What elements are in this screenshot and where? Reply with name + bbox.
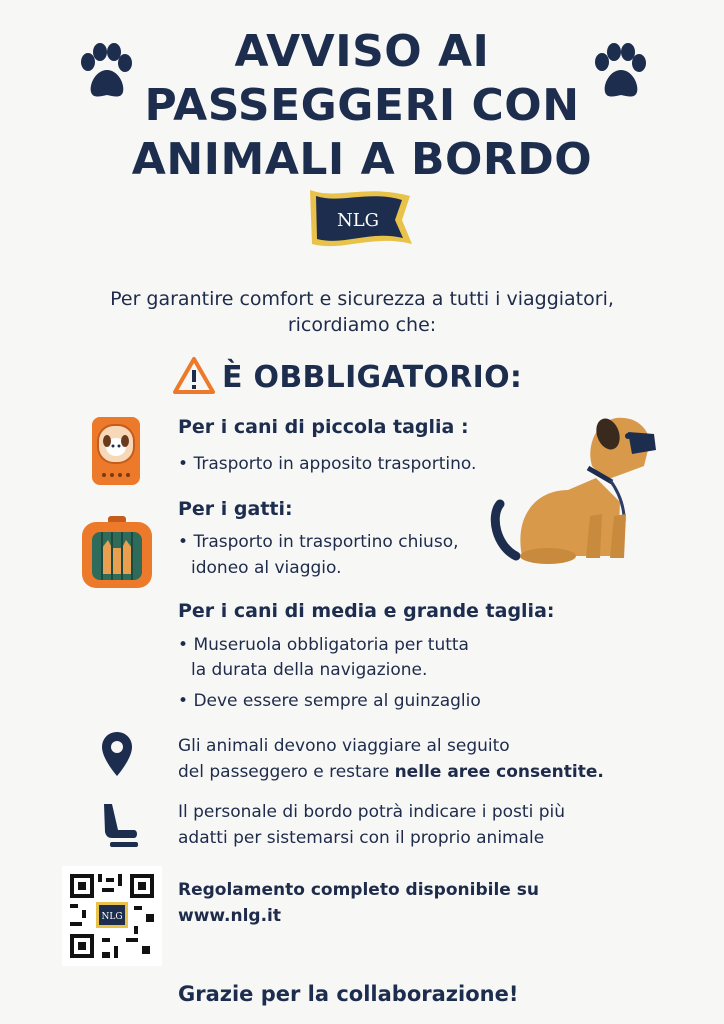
- info-text-line-1: Il personale di bordo potrà indicare i posti più: [178, 802, 565, 822]
- section-title-large-dogs: Per i cani di media e grande taglia:: [178, 600, 555, 622]
- qr-logo-text: NLG: [101, 912, 123, 922]
- bullet-item: • Deve essere sempre al guinzaglio: [178, 691, 481, 711]
- bullet-item: • Museruola obbligatoria per tutta: [178, 635, 469, 655]
- info-text-bold: nelle aree consentite.: [394, 762, 604, 782]
- section-title-small-dogs: Per i cani di piccola taglia :: [178, 416, 469, 438]
- intro-line-1: Per garantire comfort e sicurezza a tutti i viaggiatori,: [110, 288, 614, 310]
- bullet-text: Trasporto in trasportino chiuso,: [193, 532, 459, 552]
- nlg-flag-logo: [306, 186, 418, 258]
- logo-text: NLG: [336, 210, 380, 231]
- page-title-line-2: PASSEGGERI CON: [144, 80, 580, 131]
- seat-icon: [96, 800, 142, 852]
- qr-code-graphic: [62, 866, 162, 966]
- info-text-line-1: Gli animali devono viaggiare al seguito: [178, 736, 510, 756]
- qr-code[interactable]: [62, 866, 162, 966]
- info-text-plain: del passeggero e restare: [178, 762, 395, 782]
- warning-icon: [172, 356, 216, 396]
- thanks-message: Grazie per la collaborazione!: [178, 982, 519, 1006]
- bullet-continuation: la durata della navigazione.: [191, 660, 428, 680]
- page-title-line-1: AVVISO AI: [234, 26, 490, 77]
- section-title-cats: Per i gatti:: [178, 498, 293, 520]
- info-text-line-2: [178, 760, 604, 785]
- bullet-text: Deve essere sempre al guinzaglio: [193, 691, 481, 711]
- cat-carrier-icon: [78, 514, 156, 592]
- regulation-url-link[interactable]: www.nlg.it: [178, 906, 281, 926]
- bullet-item: • Trasporto in trasportino chiuso,: [178, 532, 459, 552]
- pet-backpack-icon: [88, 413, 144, 489]
- intro-line-2: ricordiamo che:: [287, 314, 437, 336]
- regulation-text: Regolamento completo disponibile su: [178, 880, 539, 900]
- sitting-dog-illustration: [486, 406, 662, 568]
- mandatory-heading: È OBBLIGATORIO:: [222, 360, 523, 395]
- location-pin-icon: [100, 730, 134, 778]
- page-title-line-3: ANIMALI A BORDO: [131, 134, 593, 185]
- bullet-item: • Trasporto in apposito trasportino.: [178, 454, 477, 474]
- bullet-continuation: idoneo al viaggio.: [191, 558, 342, 578]
- bullet-text: Museruola obbligatoria per tutta: [193, 635, 469, 655]
- bullet-text: Trasporto in apposito trasportino.: [193, 454, 477, 474]
- info-text-line-2: adatti per sistemarsi con il proprio animale: [178, 828, 545, 848]
